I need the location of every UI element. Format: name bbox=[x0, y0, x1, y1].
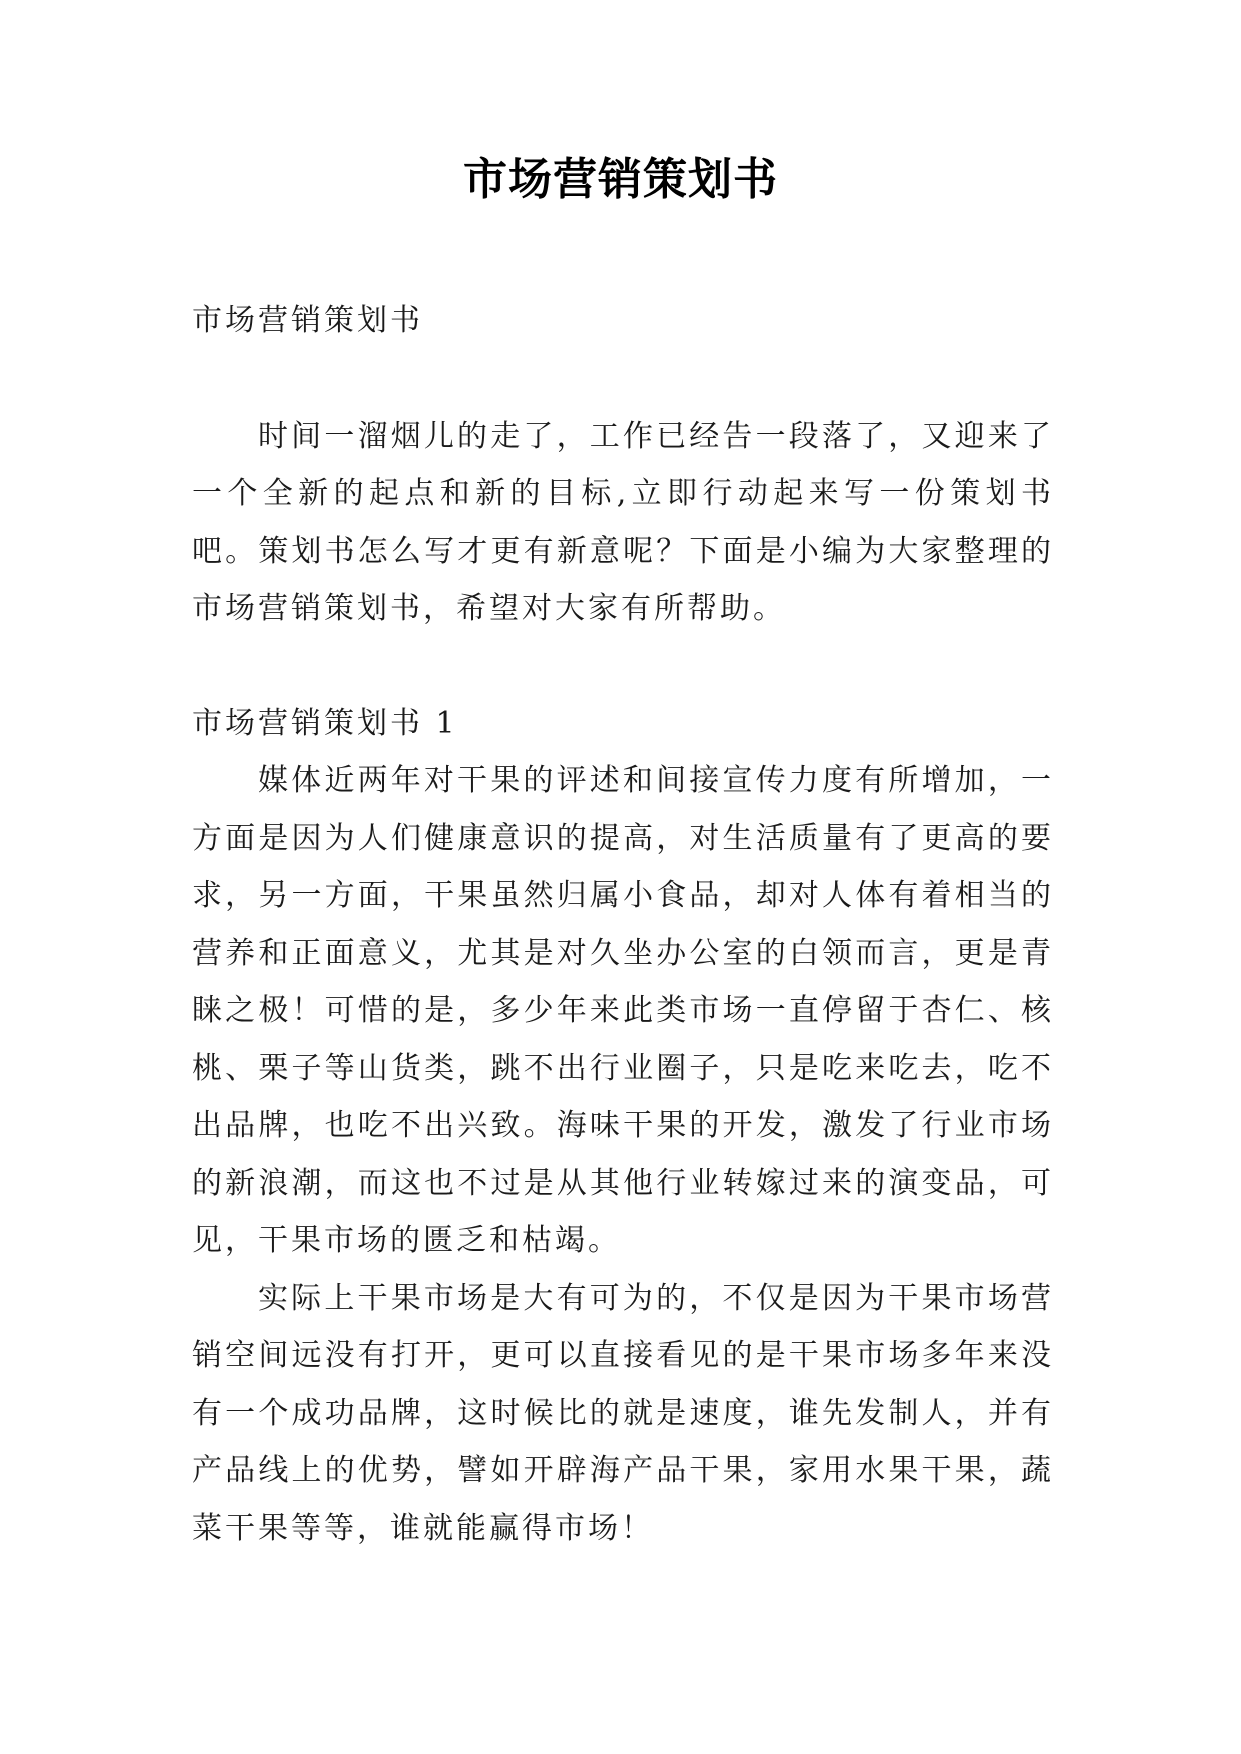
intro-paragraph: 时间一溜烟儿的走了，工作已经告一段落了，又迎来了一个全新的起点和新的目标,立即行动起来写一份策划书吧。策划书怎么写才更有新意呢？下面是小编为大家整理的市场营销策划书，希望对大家有所帮助。 bbox=[192, 418, 1054, 626]
body-paragraph: 媒体近两年对干果的评述和间接宣传力度有所增加，一方面是因为人们健康意识的提高，对生活质量有了更高的要求，另一方面，干果虽然归属小食品，却对人体有着相当的营养和正面意义，尤其是对久坐办公室的白领而言，更是青睐之极！可惜的是，多少年来此类市场一直停留于杏仁、核桃、栗子等山货类，跳不出行业圈子，只是吃来吃去，吃不出品牌，也吃不出兴致。海味干果的开发，激发了行业市场的新浪潮，而这也不过是从其他行业转嫁过来的演变品，可见，干果市场的匮乏和枯竭。 bbox=[192, 763, 1054, 1258]
document-title: 市场营销策划书 bbox=[463, 154, 778, 205]
document-body bbox=[192, 292, 1054, 1557]
body-paragraph: 实际上干果市场是大有可为的，不仅是因为干果市场营销空间远没有打开，更可以直接看见的是干果市场多年来没有一个成功品牌，这时候比的就是速度，谁先发制人，并有产品线上的优势，譬如开辟海产品干果，家用水果干果，蔬菜干果等等，谁就能赢得市场！ bbox=[192, 1280, 1054, 1546]
document-subtitle: 市场营销策划书 bbox=[192, 303, 423, 338]
section-heading: 市场营销策划书 1 bbox=[192, 705, 458, 741]
